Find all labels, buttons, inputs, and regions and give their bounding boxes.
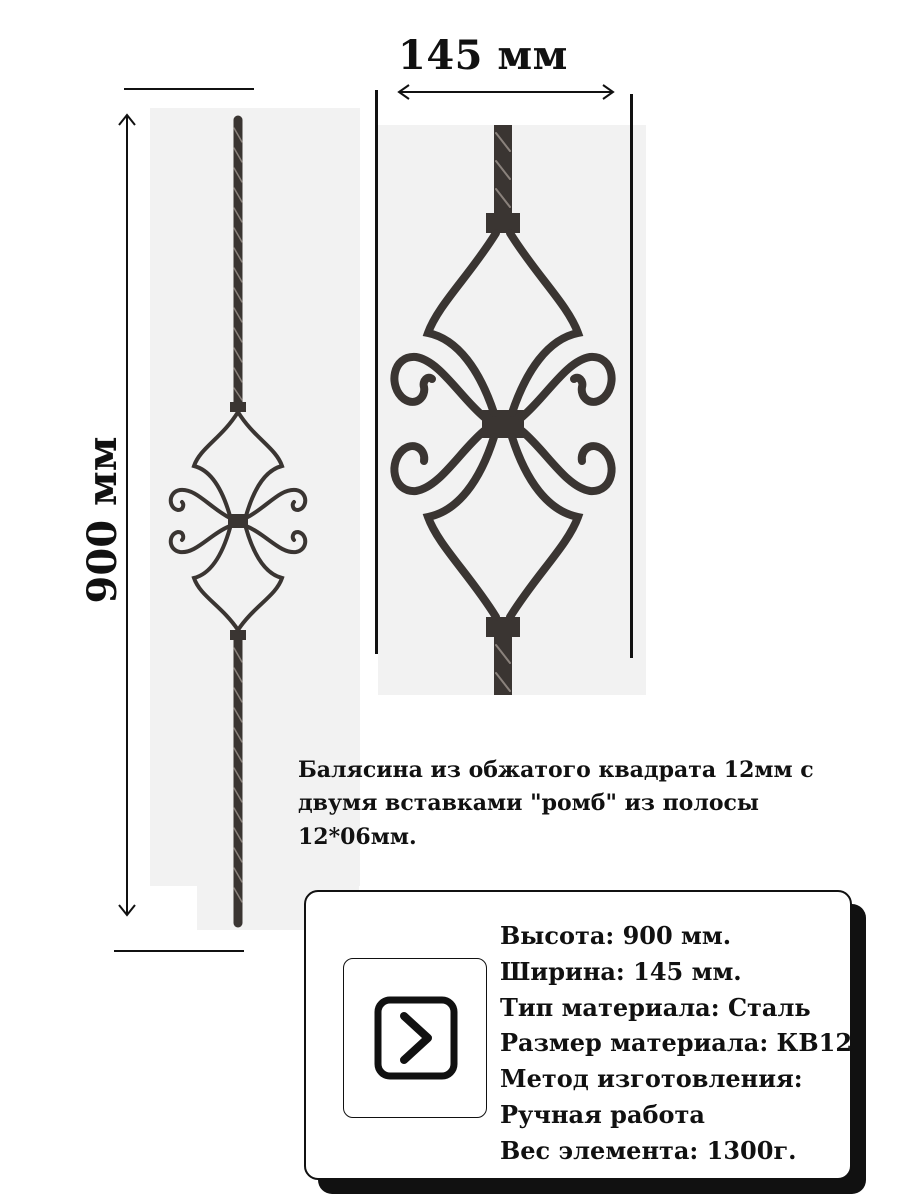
spec-method-value: Ручная работа (500, 1099, 705, 1129)
baluster-detail-image (378, 125, 646, 695)
product-description: Балясина из обжатого квадрата 12мм с двумя вставками "ромб" из полосы 12*06мм. (298, 757, 814, 850)
spec-icon-box (343, 958, 487, 1118)
spec-list (500, 918, 860, 1168)
spec-material-type: Тип материала: Сталь (500, 992, 811, 1022)
width-right-limit-line (630, 94, 633, 658)
spec-material-size: Размер материала: КВ12 (500, 1028, 853, 1058)
height-top-limit-line (124, 88, 254, 90)
width-dimension-label: 145 мм (398, 32, 568, 79)
height-dimension-label: 900 мм (79, 436, 126, 604)
height-bottom-limit-line (114, 950, 244, 952)
chevron-right-square-icon (374, 996, 458, 1080)
width-left-limit-line (375, 90, 378, 654)
width-arrow (396, 82, 616, 102)
spec-weight: Вес элемента: 1300г. (500, 1135, 797, 1165)
spec-width: Ширина: 145 мм. (500, 956, 742, 986)
spec-height: Высота: 900 мм. (500, 921, 732, 950)
spec-method-label: Метод изготовления: (500, 1064, 803, 1093)
